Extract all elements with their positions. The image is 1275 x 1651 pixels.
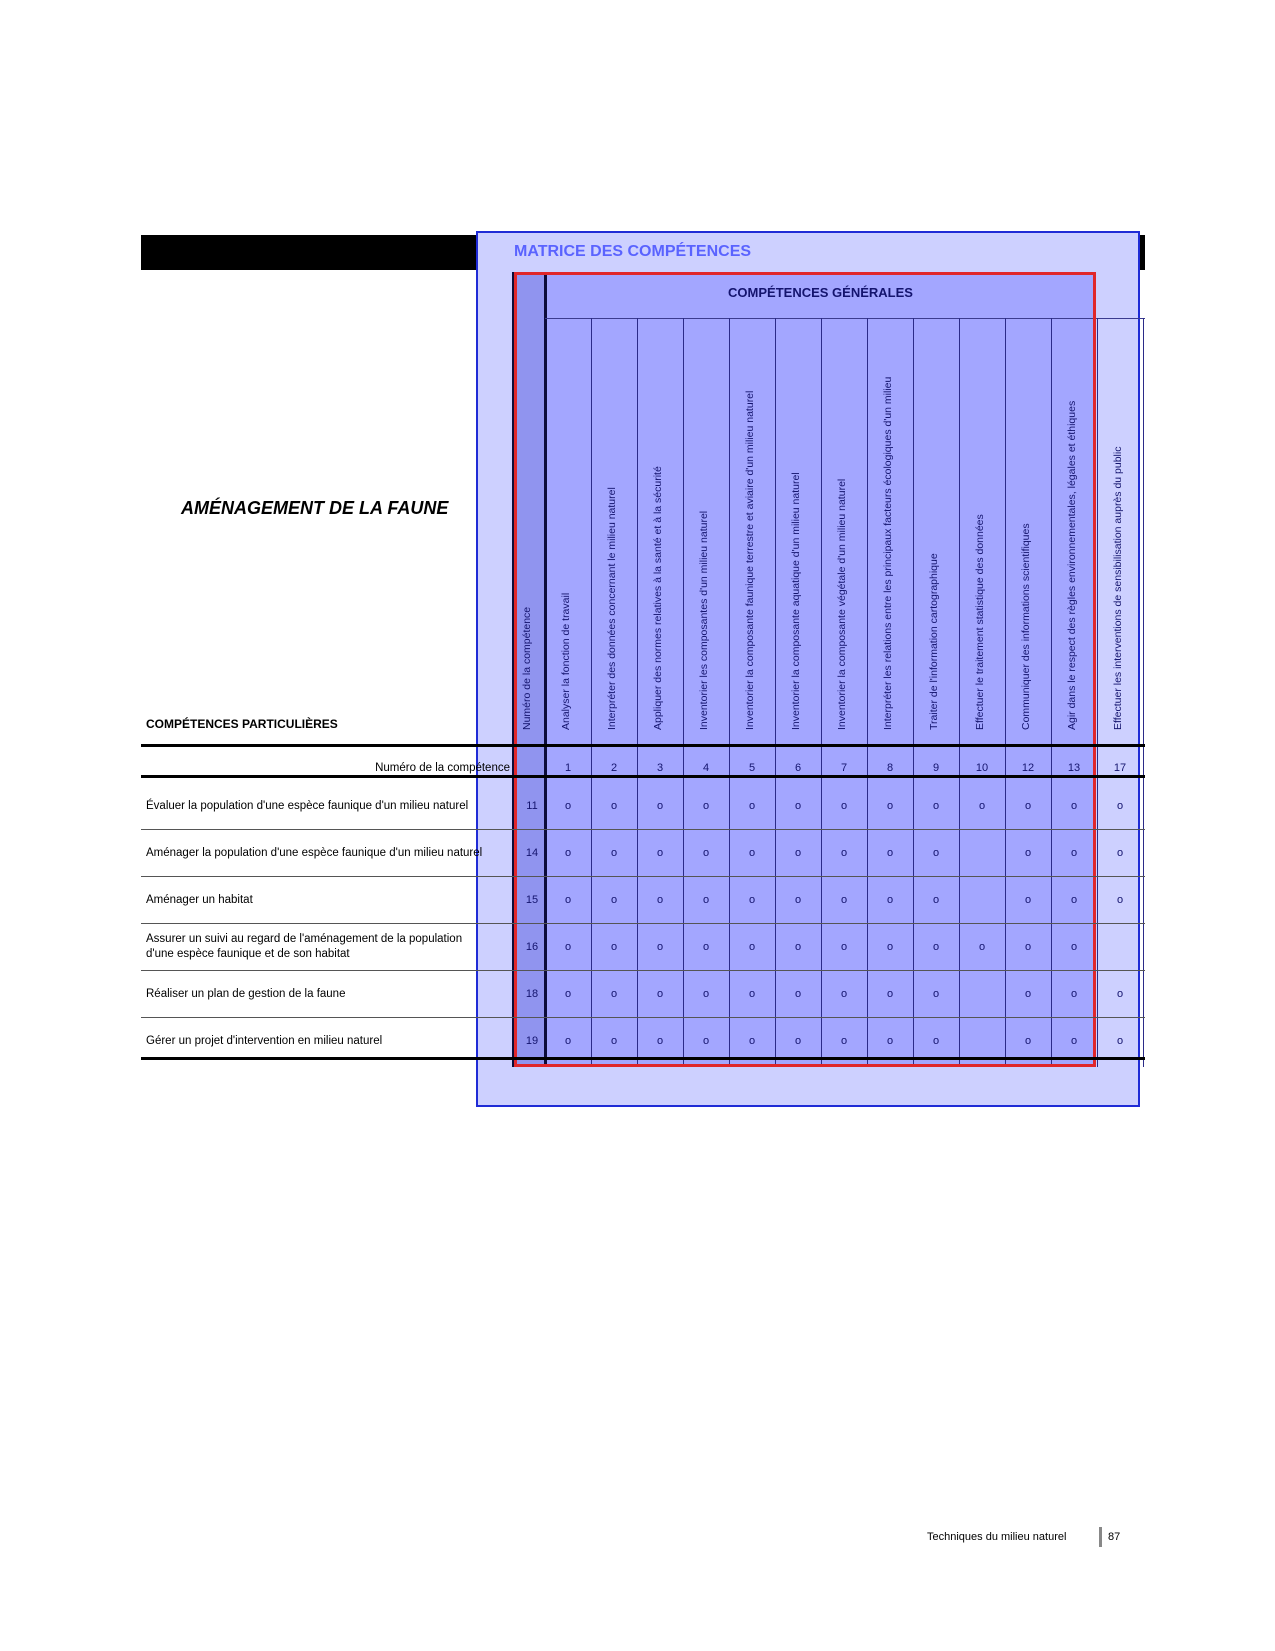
matrix-cell: o (840, 1034, 848, 1047)
matrix-cell: o (840, 799, 848, 812)
column-header: Inventorier la composante faunique terrestre et aviaire d'un milieu naturel (744, 390, 756, 730)
competency-number: 10 (975, 762, 989, 774)
matrix-cell: o (978, 799, 986, 812)
matrix-cell: o (1116, 1034, 1124, 1047)
matrix-cell: o (1070, 1034, 1078, 1047)
column-line (1097, 318, 1098, 1067)
matrix-cell: o (656, 893, 664, 906)
matrix-cell: o (1116, 893, 1124, 906)
matrix-cell: o (1024, 893, 1032, 906)
column-header: Traiter de l'information cartographique (928, 553, 940, 730)
general-competencies-title: COMPÉTENCES GÉNÉRALES (728, 285, 913, 300)
column-header: Interpréter les relations entre les principaux facteurs écologiques d'un milieu (882, 376, 894, 730)
matrix-title: MATRICE DES COMPÉTENCES (514, 243, 752, 260)
matrix-cell: o (1024, 799, 1032, 812)
matrix-cell: o (564, 893, 572, 906)
matrix-cell: o (748, 893, 756, 906)
matrix-cell: o (702, 1034, 710, 1047)
matrix-cell: o (610, 987, 618, 1000)
competency-number: 3 (656, 762, 664, 774)
matrix-cell: o (794, 846, 802, 859)
page-number: 87 (1108, 1531, 1121, 1543)
column-header: Analyser la fonction de travail (560, 592, 572, 730)
row-label-line: d'une espèce faunique et de son habitat (146, 947, 350, 960)
matrix-cell: o (610, 893, 618, 906)
matrix-cell: o (932, 940, 940, 953)
matrix-cell: o (1070, 940, 1078, 953)
matrix-cell: o (564, 799, 572, 812)
table-rule (141, 744, 1145, 747)
competency-number: 17 (1113, 762, 1127, 774)
row-number: 16 (525, 940, 539, 953)
matrix-cell: o (886, 1034, 894, 1047)
matrix-cell: o (794, 987, 802, 1000)
competency-number: 2 (610, 762, 618, 774)
column-header-number: Numéro de la compétence (521, 606, 533, 730)
competency-number-label: Numéro de la compétence (375, 762, 510, 774)
competency-number: 5 (748, 762, 756, 774)
row-number: 11 (526, 799, 538, 812)
matrix-cell: o (886, 987, 894, 1000)
matrix-cell: o (794, 940, 802, 953)
column-header: Communiquer des informations scientifiques (1020, 523, 1032, 730)
row-rule (141, 1017, 1145, 1018)
column-header: Agir dans le respect des règles environnementales, légales et éthiques (1066, 400, 1078, 730)
competency-number: 9 (932, 762, 940, 774)
column-header: Interpréter des données concernant le milieu naturel (606, 487, 618, 730)
matrix-cell: o (748, 846, 756, 859)
column-header: Effectuer les interventions de sensibilisation auprès du public (1112, 446, 1124, 730)
row-number: 15 (525, 893, 539, 906)
matrix-cell: o (978, 940, 986, 953)
matrix-cell: o (564, 940, 572, 953)
row-rule (141, 923, 1145, 924)
matrix-cell: o (1024, 846, 1032, 859)
matrix-cell: o (840, 846, 848, 859)
matrix-cell: o (1070, 893, 1078, 906)
row-label: Évaluer la population d'une espèce faunique d'un milieu naturel (146, 799, 469, 812)
program-title: AMÉNAGEMENT DE LA FAUNE (181, 498, 449, 518)
matrix-cell: o (656, 987, 664, 1000)
matrix-cell: o (610, 940, 618, 953)
column-header: Effectuer le traitement statistique des données (974, 514, 986, 730)
row-number: 18 (525, 987, 539, 1000)
column-header: Inventorier les composantes d'un milieu naturel (698, 510, 710, 730)
matrix-cell: o (702, 893, 710, 906)
matrix-cell: o (702, 987, 710, 1000)
matrix-cell: o (886, 846, 894, 859)
matrix-cell: o (702, 940, 710, 953)
row-number: 14 (525, 846, 539, 859)
matrix-cell: o (564, 846, 572, 859)
column-header: Appliquer des normes relatives à la santé et à la sécurité (652, 466, 664, 730)
matrix-cell: o (564, 987, 572, 1000)
matrix-cell: o (610, 846, 618, 859)
matrix-cell: o (886, 940, 894, 953)
matrix-cell: o (656, 940, 664, 953)
matrix-cell: o (840, 893, 848, 906)
matrix-cell: o (1116, 846, 1124, 859)
matrix-cell: o (932, 799, 940, 812)
table-rule (141, 1057, 1145, 1060)
matrix-cell: o (1024, 1034, 1032, 1047)
table-rule (141, 775, 1145, 778)
competency-number: 13 (1067, 762, 1081, 774)
matrix-cell: o (702, 799, 710, 812)
matrix-cell: o (748, 1034, 756, 1047)
row-label: Gérer un projet d'intervention en milieu naturel (146, 1034, 383, 1047)
matrix-cell: o (794, 799, 802, 812)
matrix-cell: o (610, 1034, 618, 1047)
column-line (1143, 318, 1144, 1067)
matrix-cell: o (932, 846, 940, 859)
matrix-cell: o (748, 940, 756, 953)
matrix-cell: o (656, 846, 664, 859)
matrix-cell: o (610, 799, 618, 812)
matrix-cell: o (1116, 799, 1124, 812)
row-number: 19 (525, 1034, 539, 1047)
footer-text: Techniques du milieu naturel (927, 1531, 1067, 1543)
row-label-line: Assurer un suivi au regard de l'aménagement de la population (146, 932, 463, 945)
matrix-cell: o (564, 1034, 572, 1047)
row-label: Aménager un habitat (146, 893, 253, 906)
matrix-cell: o (932, 987, 940, 1000)
matrix-cell: o (702, 846, 710, 859)
matrix-cell: o (1116, 987, 1124, 1000)
particular-competencies-title: COMPÉTENCES PARTICULIÈRES (146, 717, 338, 731)
matrix-cell: o (1070, 846, 1078, 859)
matrix-cell: o (794, 893, 802, 906)
matrix-cell: o (794, 1034, 802, 1047)
matrix-cell: o (886, 893, 894, 906)
row-rule (141, 876, 1145, 877)
competency-number: 6 (794, 762, 802, 774)
column-header: Inventorier la composante végétale d'un milieu naturel (836, 478, 848, 730)
matrix-cell: o (1070, 799, 1078, 812)
matrix-cell: o (748, 799, 756, 812)
competency-number: 12 (1021, 762, 1035, 774)
column-header: Inventorier la composante aquatique d'un milieu naturel (790, 472, 802, 730)
matrix-cell: o (840, 987, 848, 1000)
matrix-cell: o (656, 1034, 664, 1047)
matrix-cell: o (932, 893, 940, 906)
row-label: Aménager la population d'une espèce faunique d'un milieu naturel (146, 846, 483, 859)
matrix-cell: o (1024, 987, 1032, 1000)
matrix-cell: o (1024, 940, 1032, 953)
matrix-cell: o (932, 1034, 940, 1047)
competency-number: 7 (840, 762, 848, 774)
matrix-cell: o (656, 799, 664, 812)
matrix-cell: o (1070, 987, 1078, 1000)
matrix-cell: o (886, 799, 894, 812)
row-label (146, 933, 462, 960)
row-label: Réaliser un plan de gestion de la faune (146, 987, 346, 1000)
matrix-cell: o (748, 987, 756, 1000)
footer-divider (1099, 1527, 1102, 1547)
matrix-cell: o (840, 940, 848, 953)
competency-number: 4 (702, 762, 710, 774)
row-rule (141, 970, 1145, 971)
competency-number: 8 (886, 762, 894, 774)
competency-number: 1 (564, 762, 572, 774)
row-rule (141, 829, 1145, 830)
